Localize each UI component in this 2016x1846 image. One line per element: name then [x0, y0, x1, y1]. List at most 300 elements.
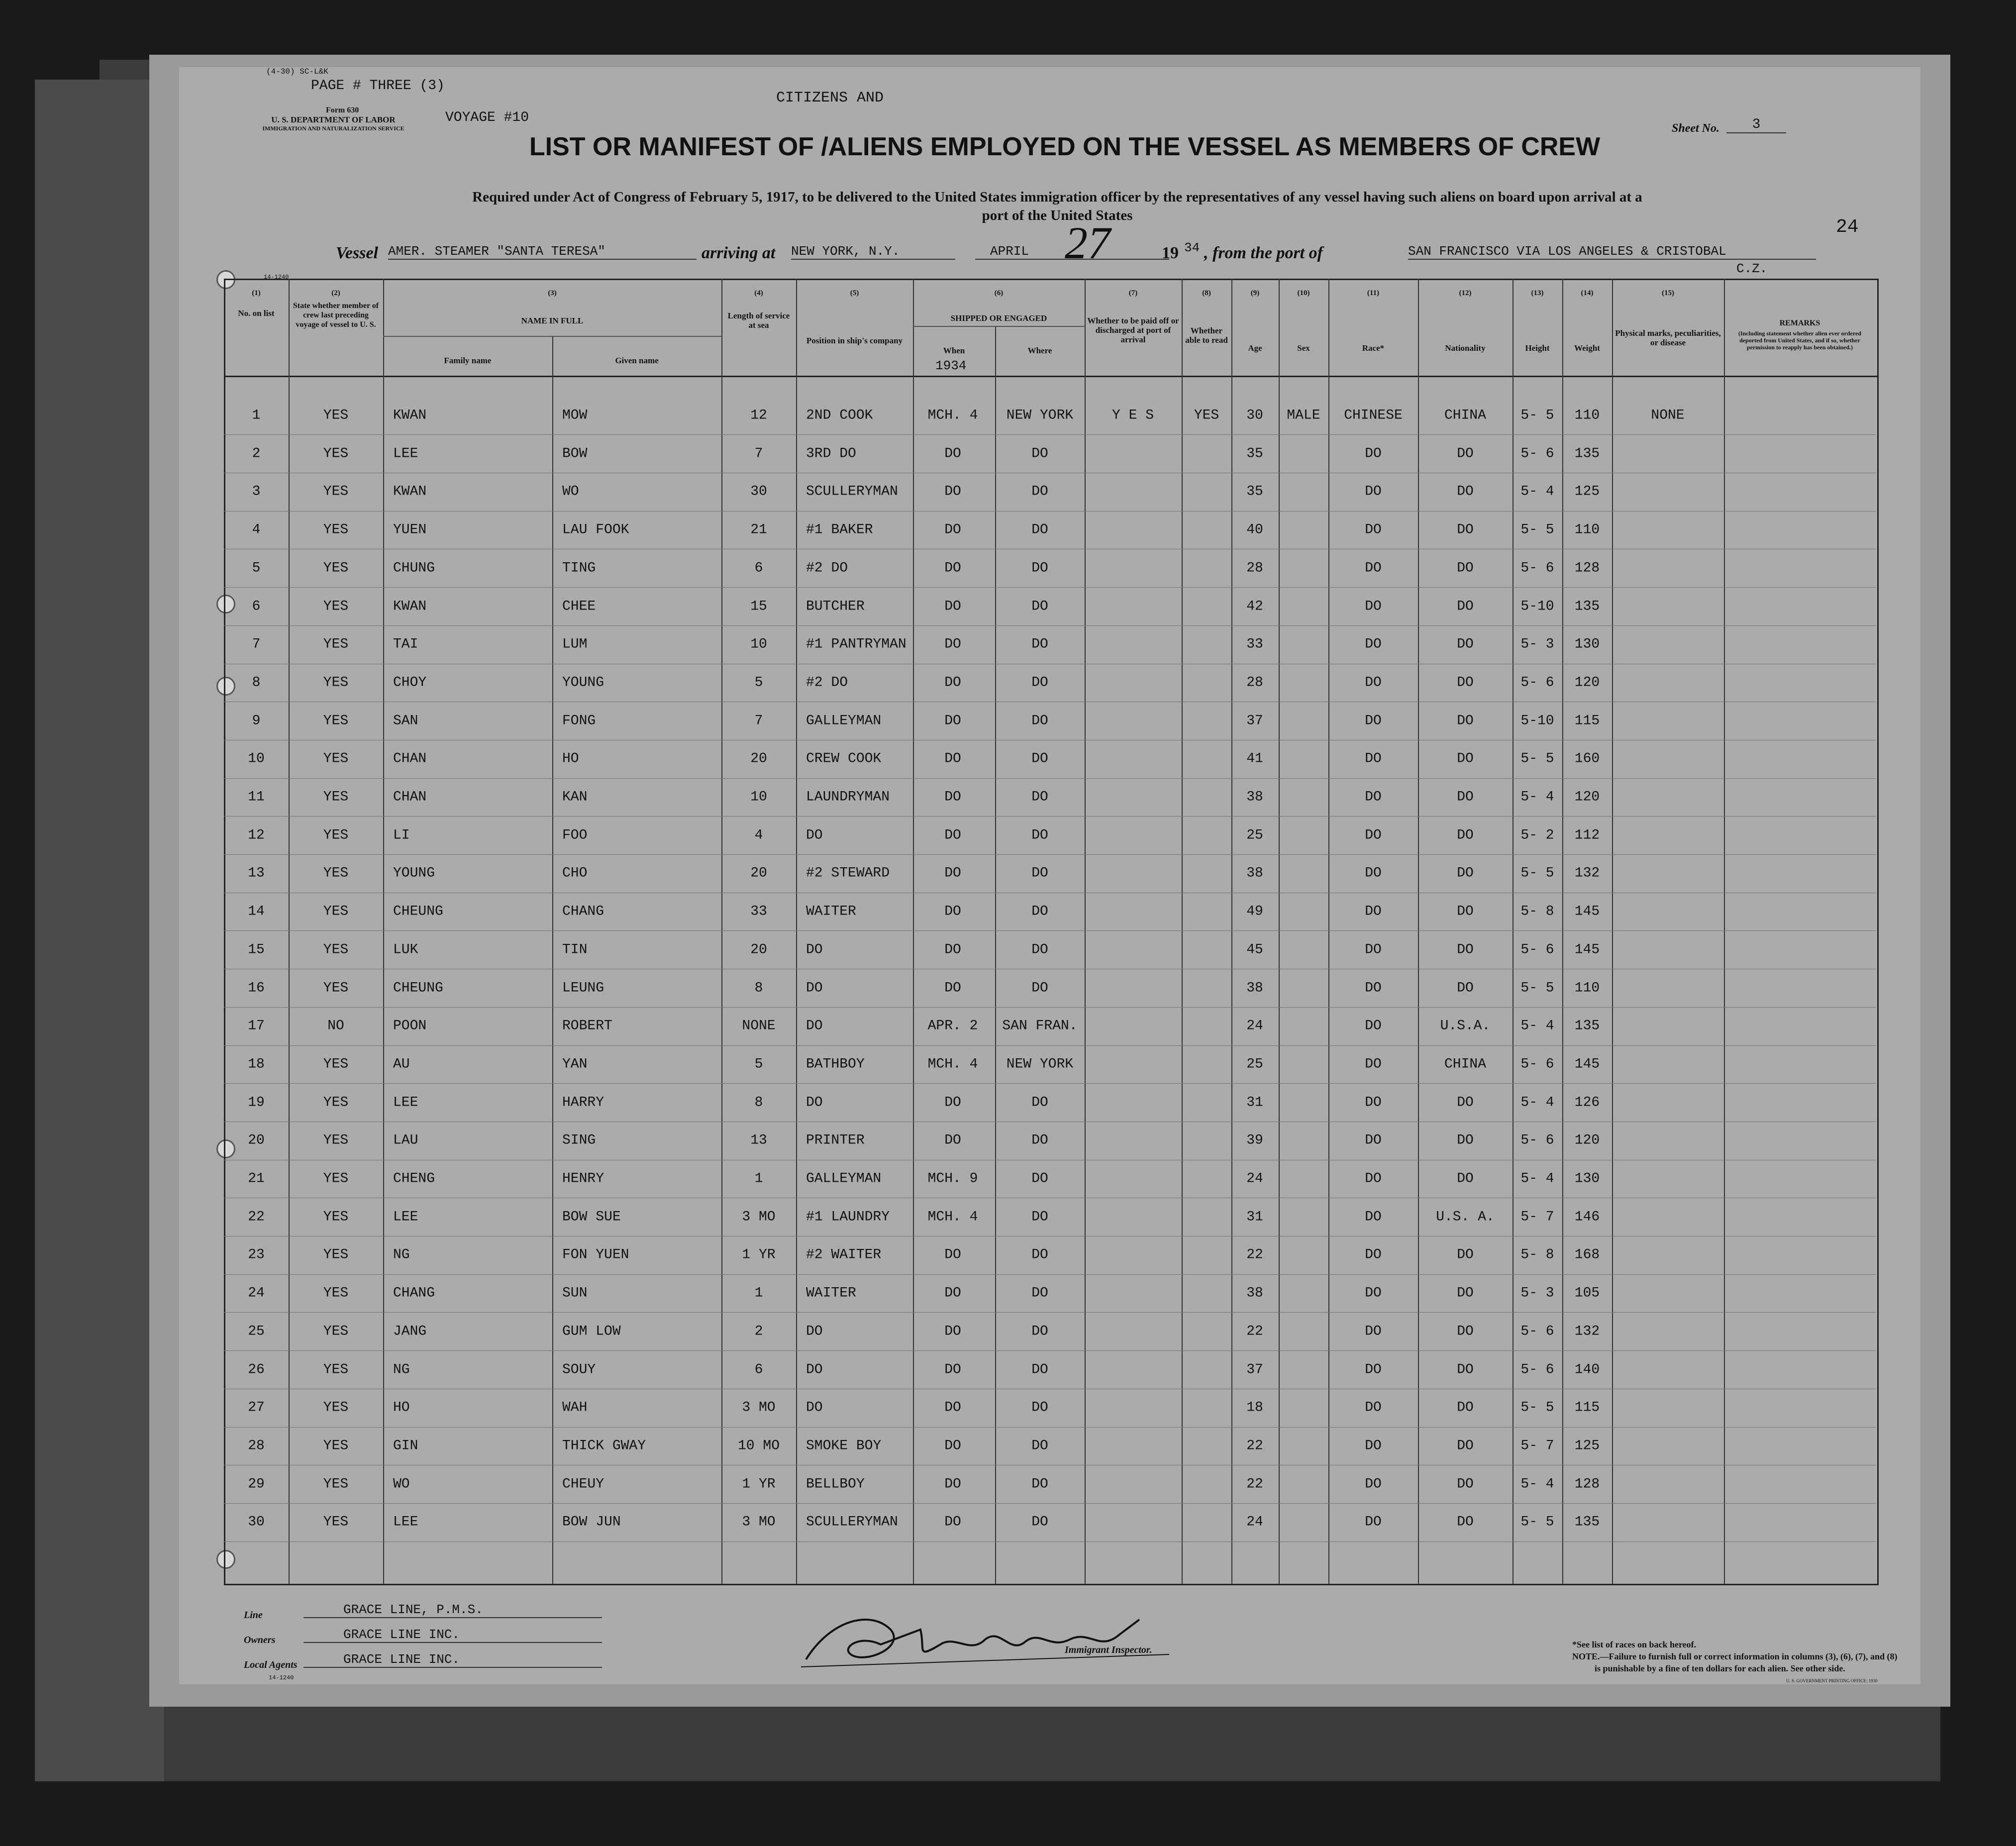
cell-prev: YES	[323, 865, 349, 881]
row-rule	[224, 1083, 1876, 1084]
printing-office: U. S. GOVERNMENT PRINTING OFFICE: 1930	[1786, 1678, 1878, 1683]
cell-race: DO	[1365, 904, 1382, 920]
cell-position: #1 BAKER	[806, 522, 873, 538]
cell-no: 13	[248, 865, 265, 881]
cell-age: 38	[1246, 980, 1263, 996]
cell-height: 5- 6	[1520, 1056, 1554, 1072]
cell-family: CHAN	[393, 751, 427, 767]
cell-age: 28	[1246, 560, 1263, 576]
cell-given: WO	[562, 484, 579, 500]
cell-no: 24	[248, 1285, 265, 1301]
cell-given: BOW JUN	[562, 1514, 621, 1530]
cell-no: 30	[248, 1514, 265, 1530]
cell-when: DO	[944, 599, 961, 614]
cell-nat: DO	[1457, 599, 1474, 614]
vessel-label: Vessel	[336, 244, 378, 262]
cell-position: #2 DO	[806, 675, 848, 691]
cell-nat: DO	[1457, 560, 1474, 576]
col-12-header: Nationality	[1445, 343, 1486, 353]
cell-prev: YES	[323, 484, 349, 500]
row-rule	[224, 1350, 1876, 1351]
cell-no: 27	[248, 1400, 265, 1416]
cell-weight: 168	[1574, 1247, 1600, 1263]
cell-where: DO	[1031, 980, 1048, 996]
owners-value: GRACE LINE INC.	[303, 1627, 602, 1643]
cell-race: DO	[1365, 865, 1382, 881]
col-8-header: Whether able to read	[1185, 326, 1228, 345]
cell-family: NG	[393, 1247, 410, 1263]
cell-prev: NO	[327, 1018, 344, 1034]
cell-nat: DO	[1457, 1132, 1474, 1148]
cell-height: 5-10	[1520, 713, 1554, 729]
department: U. S. DEPARTMENT OF LABOR	[271, 115, 396, 124]
col-divider	[1279, 279, 1280, 1584]
cell-height: 5- 3	[1520, 1285, 1554, 1301]
cell-when: MCH. 4	[927, 1209, 978, 1225]
cell-service: 33	[750, 904, 767, 920]
cell-no: 7	[252, 636, 261, 652]
cell-nat: DO	[1457, 1095, 1474, 1111]
cell-race: DO	[1365, 1171, 1382, 1187]
cell-when: MCH. 4	[927, 1056, 978, 1072]
cell-prev: YES	[323, 1476, 349, 1492]
cell-service: 3 MO	[742, 1400, 776, 1416]
cell-no: 10	[248, 751, 265, 767]
cell-height: 5- 2	[1520, 827, 1554, 843]
cell-no: 14	[248, 904, 265, 920]
cell-prev: YES	[323, 1362, 349, 1377]
from-port-2: C.Z.	[1736, 261, 1768, 276]
cell-no: 9	[252, 713, 261, 729]
cell-no: 1	[252, 408, 261, 423]
col-15-number: (15)	[1662, 289, 1674, 297]
small-code: 14-1240	[264, 274, 289, 281]
row-rule	[224, 1427, 1876, 1428]
cell-position: DO	[806, 1400, 823, 1416]
cell-nat: DO	[1457, 1171, 1474, 1187]
cell-no: 20	[248, 1132, 265, 1148]
title-insert: CITIZENS AND	[776, 90, 884, 106]
cell-when: DO	[944, 751, 961, 767]
cell-when: DO	[944, 865, 961, 881]
cell-where: DO	[1031, 484, 1048, 500]
cell-nat: U.S.A.	[1440, 1018, 1491, 1034]
cell-height: 5- 4	[1520, 1171, 1554, 1187]
cell-given: KAN	[562, 789, 588, 805]
cell-prev: YES	[323, 1438, 349, 1454]
cell-prev: YES	[323, 1247, 349, 1263]
cell-where: DO	[1031, 1400, 1048, 1416]
form-code: (4-30) SC-L&K	[266, 67, 328, 76]
cell-where: SAN FRAN.	[1002, 1018, 1078, 1034]
cell-position: DO	[806, 980, 823, 996]
cell-weight: 110	[1574, 980, 1600, 996]
cell-position: #2 WAITER	[806, 1247, 882, 1263]
cell-paid: Y E S	[1111, 408, 1154, 423]
col-divider	[913, 279, 914, 1584]
cell-family: LEE	[393, 1095, 418, 1111]
cell-position: CREW COOK	[806, 751, 882, 767]
cell-height: 5- 4	[1520, 789, 1554, 805]
manifest-page	[179, 67, 1920, 1684]
cell-nat: CHINA	[1444, 1056, 1487, 1072]
cell-age: 42	[1246, 599, 1263, 614]
cell-nat: DO	[1457, 636, 1474, 652]
cell-given: YOUNG	[562, 675, 605, 691]
cell-nat: DO	[1457, 484, 1474, 500]
cell-family: LUK	[393, 942, 418, 958]
cell-no: 8	[252, 675, 261, 691]
cell-weight: 128	[1574, 1476, 1600, 1492]
cell-prev: YES	[323, 560, 349, 576]
cell-service: 20	[750, 751, 767, 767]
col-3b-header: Given name	[615, 356, 659, 365]
arrival-month: APRIL	[975, 244, 1169, 260]
row-rule	[224, 854, 1876, 855]
cell-where: DO	[1031, 1095, 1048, 1111]
col-9-header: Age	[1248, 343, 1262, 353]
cell-where: DO	[1031, 713, 1048, 729]
cell-height: 5- 6	[1520, 560, 1554, 576]
cell-race: DO	[1365, 1324, 1382, 1339]
cell-where: NEW YORK	[1006, 1056, 1074, 1072]
cell-family: KWAN	[393, 484, 427, 500]
cell-age: 31	[1246, 1095, 1263, 1111]
cell-position: DO	[806, 1018, 823, 1034]
cell-given: HENRY	[562, 1171, 605, 1187]
cell-given: ROBERT	[562, 1018, 612, 1034]
inspector-label: Immigrant Inspector.	[1065, 1644, 1152, 1655]
cell-no: 23	[248, 1247, 265, 1263]
cell-family: GIN	[393, 1438, 418, 1454]
cell-service: 6	[754, 1362, 763, 1377]
col-10-number: (10)	[1297, 289, 1310, 297]
cell-family: YUEN	[393, 522, 427, 538]
col-divider	[1512, 279, 1513, 1584]
cell-prev: YES	[323, 827, 349, 843]
cell-height: 5- 6	[1520, 446, 1554, 462]
cell-age: 40	[1246, 522, 1263, 538]
cell-given: CHANG	[562, 904, 605, 920]
cell-race: DO	[1365, 560, 1382, 576]
cell-prev: YES	[323, 713, 349, 729]
col-divider	[1182, 279, 1183, 1584]
cell-service: 10	[750, 789, 767, 805]
col-14-number: (14)	[1581, 289, 1594, 297]
cell-height: 5- 5	[1520, 408, 1554, 423]
cell-no: 25	[248, 1324, 265, 1339]
cell-age: 25	[1246, 1056, 1263, 1072]
cell-service: 4	[754, 827, 763, 843]
col-5-header: Position in ship's company	[806, 336, 903, 345]
cell-read: YES	[1194, 408, 1219, 423]
cell-position: BELLBOY	[806, 1476, 865, 1492]
sheet-number: 3	[1726, 117, 1786, 133]
cell-height: 5- 8	[1520, 1247, 1554, 1263]
cell-age: 18	[1246, 1400, 1263, 1416]
cell-position: DO	[806, 827, 823, 843]
cell-given: TING	[562, 560, 596, 576]
cell-family: CHENG	[393, 1171, 435, 1187]
cell-when: DO	[944, 1438, 961, 1454]
cell-weight: 132	[1574, 865, 1600, 881]
cell-where: DO	[1031, 599, 1048, 614]
subtitle-line-2: port of the United States	[982, 207, 1133, 223]
cell-where: DO	[1031, 522, 1048, 538]
col-divider	[383, 279, 384, 1584]
cell-no: 26	[248, 1362, 265, 1377]
cell-height: 5-10	[1520, 599, 1554, 614]
header-rule	[224, 376, 1877, 377]
footer-note-1: *See list of races on back hereof.	[1572, 1640, 1697, 1649]
cell-position: #1 PANTRYMAN	[806, 636, 907, 652]
cell-age: 30	[1246, 408, 1263, 423]
cell-prev: YES	[323, 408, 349, 423]
cell-given: GUM LOW	[562, 1324, 621, 1339]
cell-given: BOW	[562, 446, 588, 462]
cell-when: DO	[944, 980, 961, 996]
cell-position: #2 DO	[806, 560, 848, 576]
cell-nat: DO	[1457, 980, 1474, 996]
col-divider	[1724, 279, 1725, 1584]
row-rule	[224, 434, 1876, 435]
cell-prev: YES	[323, 446, 349, 462]
cell-position: DO	[806, 1095, 823, 1111]
cell-weight: 110	[1574, 522, 1600, 538]
cell-where: DO	[1031, 446, 1048, 462]
col-6-header: SHIPPED OR ENGAGED	[950, 313, 1047, 323]
cell-where: DO	[1031, 751, 1048, 767]
arriving-label: arriving at	[702, 244, 776, 262]
year-prefix: 19	[1162, 244, 1179, 262]
cell-height: 5- 6	[1520, 1324, 1554, 1339]
cell-race: DO	[1365, 484, 1382, 500]
cell-no: 22	[248, 1209, 265, 1225]
row-rule	[224, 1007, 1876, 1008]
cell-race: DO	[1365, 942, 1382, 958]
line-label: Line	[244, 1610, 263, 1621]
col-8-number: (8)	[1202, 289, 1211, 297]
cell-prev: YES	[323, 1095, 349, 1111]
cell-service: 7	[754, 713, 763, 729]
cell-service: 3 MO	[742, 1514, 776, 1530]
cell-given: CHO	[562, 865, 588, 881]
cell-prev: YES	[323, 1285, 349, 1301]
cell-position: WAITER	[806, 1285, 856, 1301]
cell-race: DO	[1365, 1209, 1382, 1225]
cell-height: 5- 7	[1520, 1209, 1554, 1225]
cell-given: LUM	[562, 636, 588, 652]
row-rule	[224, 1045, 1876, 1046]
cell-where: DO	[1031, 827, 1048, 843]
cell-given: MOW	[562, 408, 588, 423]
cell-given: HO	[562, 751, 579, 767]
cell-family: POON	[393, 1018, 427, 1034]
cell-given: THICK GWAY	[562, 1438, 646, 1454]
cell-given: TIN	[562, 942, 588, 958]
from-label: , from the port of	[1204, 244, 1323, 262]
col-16-header: REMARKS	[1779, 319, 1820, 327]
cell-weight: 120	[1574, 675, 1600, 691]
cell-when: DO	[944, 1132, 961, 1148]
row-rule	[224, 511, 1876, 512]
cell-no: 5	[252, 560, 261, 576]
page-number: 24	[1836, 216, 1859, 238]
col-divider	[796, 279, 797, 1584]
cell-nat: DO	[1457, 522, 1474, 538]
cell-no: 4	[252, 522, 261, 538]
cell-no: 16	[248, 980, 265, 996]
cell-height: 5- 5	[1520, 522, 1554, 538]
cell-service: 12	[750, 408, 767, 423]
cell-race: DO	[1365, 751, 1382, 767]
cell-position: WAITER	[806, 904, 856, 920]
manifest-table	[224, 279, 1879, 1585]
cell-race: DO	[1365, 1476, 1382, 1492]
cell-nat: DO	[1457, 1362, 1474, 1377]
cell-prev: YES	[323, 1056, 349, 1072]
cell-service: 8	[754, 980, 763, 996]
cell-nat: CHINA	[1444, 408, 1487, 423]
cell-nat: DO	[1457, 675, 1474, 691]
cell-height: 5- 4	[1520, 1018, 1554, 1034]
cell-service: 1 YR	[742, 1247, 776, 1263]
cell-race: DO	[1365, 1018, 1382, 1034]
col-13-number: (13)	[1531, 289, 1544, 297]
cell-when: DO	[944, 1476, 961, 1492]
cell-service: 10 MO	[737, 1438, 780, 1454]
cell-nat: DO	[1457, 1324, 1474, 1339]
cell-sex: MALE	[1287, 408, 1320, 423]
cell-weight: 128	[1574, 560, 1600, 576]
cell-race: DO	[1365, 1285, 1382, 1301]
cell-race: DO	[1365, 1514, 1382, 1530]
cell-no: 28	[248, 1438, 265, 1454]
col-11-header: Race*	[1362, 343, 1385, 353]
cell-no: 15	[248, 942, 265, 958]
cell-given: HARRY	[562, 1095, 605, 1111]
cell-when: DO	[944, 827, 961, 843]
cell-prev: YES	[323, 1171, 349, 1187]
col-divider	[289, 279, 290, 1584]
cell-age: 24	[1246, 1514, 1263, 1530]
cell-weight: 130	[1574, 1171, 1600, 1187]
cell-position: #2 STEWARD	[806, 865, 890, 881]
cell-age: 24	[1246, 1018, 1263, 1034]
cell-position: 2ND COOK	[806, 408, 873, 423]
cell-where: DO	[1031, 865, 1048, 881]
cell-age: 22	[1246, 1247, 1263, 1263]
cell-where: DO	[1031, 1132, 1048, 1148]
cell-when: DO	[944, 1362, 961, 1377]
cell-weight: 115	[1574, 1400, 1600, 1416]
cell-where: DO	[1031, 1476, 1048, 1492]
cell-position: 3RD DO	[806, 446, 856, 462]
cell-nat: DO	[1457, 1400, 1474, 1416]
cell-age: 28	[1246, 675, 1263, 691]
cell-service: 20	[750, 942, 767, 958]
row-rule	[224, 1274, 1876, 1275]
cell-given: FOO	[562, 827, 588, 843]
cell-height: 5- 7	[1520, 1438, 1554, 1454]
cell-age: 25	[1246, 827, 1263, 843]
cell-when: DO	[944, 675, 961, 691]
cell-when: DO	[944, 904, 961, 920]
cell-service: 1	[754, 1285, 763, 1301]
cell-family: HO	[393, 1400, 410, 1416]
cell-weight: 160	[1574, 751, 1600, 767]
cell-height: 5- 5	[1520, 751, 1554, 767]
cell-prev: YES	[323, 1132, 349, 1148]
col-13-header: Height	[1525, 343, 1550, 353]
cell-age: 39	[1246, 1132, 1263, 1148]
cell-nat: DO	[1457, 827, 1474, 843]
cell-prev: YES	[323, 636, 349, 652]
cell-nat: DO	[1457, 446, 1474, 462]
cell-no: 2	[252, 446, 261, 462]
cell-where: DO	[1031, 1285, 1048, 1301]
shipped-subrule	[913, 326, 1085, 327]
cell-race: DO	[1365, 1056, 1382, 1072]
cell-height: 5- 3	[1520, 636, 1554, 652]
cell-race: DO	[1365, 1132, 1382, 1148]
col-6a-header: When	[943, 346, 965, 355]
cell-nat: DO	[1457, 713, 1474, 729]
col-11-number: (11)	[1367, 289, 1380, 297]
cell-weight: 126	[1574, 1095, 1600, 1111]
line-value: GRACE LINE, P.M.S.	[303, 1602, 602, 1618]
cell-where: DO	[1031, 636, 1048, 652]
cell-no: 18	[248, 1056, 265, 1072]
cell-position: SMOKE BOY	[806, 1438, 882, 1454]
cell-position: DO	[806, 1324, 823, 1339]
sheet-label: Sheet No.	[1672, 122, 1719, 135]
cell-prev: YES	[323, 1514, 349, 1530]
cell-service: 20	[750, 865, 767, 881]
cell-weight: 145	[1574, 942, 1600, 958]
cell-race: DO	[1365, 1438, 1382, 1454]
inspector-signature	[791, 1600, 1189, 1679]
cell-nat: DO	[1457, 751, 1474, 767]
col-4-header: Length of service at sea	[727, 311, 790, 330]
cell-family: YOUNG	[393, 865, 435, 881]
cell-position: BATHBOY	[806, 1056, 865, 1072]
vessel-name: AMER. STEAMER "SANTA TERESA"	[388, 244, 697, 260]
col-2-header: State whether member of crew last preceding voyage of vessel to U. S.	[293, 302, 379, 329]
cell-nat: DO	[1457, 1285, 1474, 1301]
cell-prev: YES	[323, 675, 349, 691]
cell-family: CHOY	[393, 675, 427, 691]
row-rule	[224, 587, 1876, 588]
footer-note-2: NOTE.—Failure to furnish full or correct information in columns (3), (6), (7), and (8)	[1572, 1651, 1898, 1661]
cell-family: AU	[393, 1056, 410, 1072]
cell-position: GALLEYMAN	[806, 713, 882, 729]
cell-weight: 125	[1574, 484, 1600, 500]
cell-family: KWAN	[393, 408, 427, 423]
cell-height: 5- 5	[1520, 1400, 1554, 1416]
cell-given: SING	[562, 1132, 596, 1148]
cell-position: LAUNDRYMAN	[806, 789, 890, 805]
col-12-number: (12)	[1459, 289, 1472, 297]
row-rule	[224, 625, 1876, 626]
cell-family: LAU	[393, 1132, 418, 1148]
col-15-header: Physical marks, peculiarities, or disease	[1615, 328, 1721, 347]
col-divider	[995, 326, 996, 1584]
cell-service: 13	[750, 1132, 767, 1148]
arriving-at: NEW YORK, N.Y.	[791, 244, 955, 260]
cell-height: 5- 8	[1520, 904, 1554, 920]
cell-no: 19	[248, 1095, 265, 1111]
